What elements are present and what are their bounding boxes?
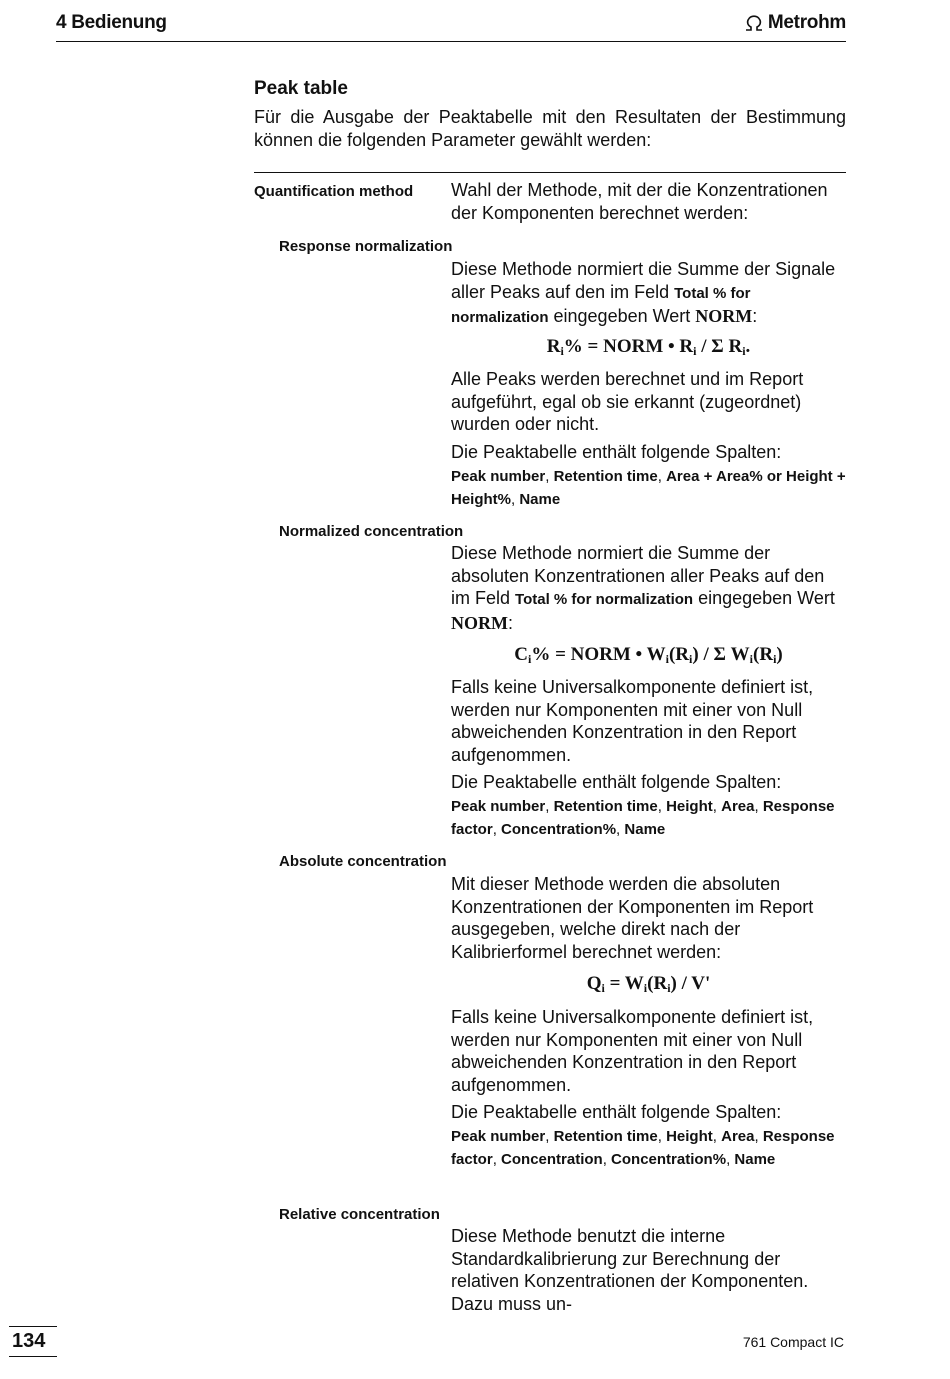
quantification-method-description: Wahl der Methode, mit der die Konzentrationen der Komponenten berechnet werden: (451, 180, 828, 223)
column-name: Retention time (553, 798, 658, 815)
absolute-concentration-label: Absolute concentration (279, 853, 447, 870)
column-name: Response factor (451, 798, 835, 838)
column-name: Height (666, 1128, 713, 1145)
normalized-concentration-description: Diese Methode normiert die Summe der absoluten Konzentrationen aller Peaks auf den im Feld Total % for normalization eingegeben Wert NORM: (451, 543, 835, 633)
column-name: Response factor (451, 1128, 835, 1168)
field-reference: Total % for normalization (451, 284, 751, 326)
absolute-concentration-columns: Peak number, Retention time, Height, Area, Response factor, Concentration, Concentration%, Name (451, 1128, 835, 1168)
column-name: Concentration% (501, 821, 617, 838)
column-name: Concentration (501, 1151, 603, 1168)
absolute-concentration-description: Mit dieser Methode werden die absoluten Konzentrationen der Komponenten im Report ausgegeben, welche direkt nach der Kalibrierformel berechnet werden: (451, 874, 814, 962)
section-title: Peak table (254, 78, 348, 99)
response-normalization-columns: Peak number, Retention time, Area + Area% or Height + Height%, Name (451, 468, 846, 508)
normalized-concentration-columns: Peak number, Retention time, Height, Area, Response factor, Concentration%, Name (451, 798, 835, 838)
column-name: Concentration% (611, 1151, 727, 1168)
norm-symbol: NORM (695, 306, 753, 326)
column-name: Peak number (451, 1128, 546, 1145)
section-divider (254, 172, 846, 173)
brand-logo (743, 12, 846, 34)
column-name: Name (624, 821, 666, 838)
header-rule (56, 41, 846, 42)
product-name: 761 Compact IC (742, 1334, 844, 1350)
column-name: Peak number (451, 468, 546, 485)
page-number: 134 (12, 1330, 46, 1352)
column-name: Height (666, 798, 713, 815)
omega-logo-icon (743, 15, 765, 31)
normalized-concentration-formula: $C_i\%$ = NORM • $W_i(R_i)$ / Σ $W_i(R_i)$ (514, 644, 783, 666)
page-number-rule-bottom (9, 1356, 57, 1357)
field-reference: Total % for normalization (515, 591, 694, 608)
absolute-concentration-text: Falls keine Universalkomponente definiert ist, werden nur Komponenten mit einer von Null abweichenden Konzentration in den Report aufgenommen. (451, 1007, 814, 1095)
response-normalization-formula: $R_i\%$ = NORM • $R_i$ / Σ $R_i$. (546, 336, 751, 358)
column-name: Retention time (553, 1128, 658, 1145)
column-name: Name (734, 1151, 776, 1168)
normalized-concentration-columns-intro: Die Peaktabelle enthält folgende Spalten: (451, 772, 782, 792)
column-name: Peak number (451, 798, 546, 815)
column-name: Name (519, 491, 561, 508)
response-normalization-columns-intro: Die Peaktabelle enthält folgende Spalten: (451, 442, 782, 462)
normalized-concentration-text: Falls keine Universalkomponente definiert ist, werden nur Komponenten mit einer von Null abweichenden Konzentration in den Report aufgenommen. (451, 677, 814, 765)
page-number-rule-top (9, 1326, 57, 1327)
response-normalization-label: Response normalization (279, 238, 453, 255)
column-name: Retention time (553, 468, 658, 485)
relative-concentration-label: Relative concentration (279, 1206, 440, 1223)
relative-concentration-description: Diese Methode benutzt die interne Standardkalibrierung zur Berechnung der relativen Konzentrationen der Komponenten. Dazu muss un- (451, 1226, 809, 1314)
response-normalization-description: Diese Methode normiert die Summe der Signale aller Peaks auf den im Feld Total % for normalization eingegeben Wert NORM: (451, 259, 836, 326)
column-name: Area (721, 798, 755, 815)
column-name: Area + Area% or Height + Height% (451, 468, 846, 508)
chapter-heading: 4 Bedienung (56, 12, 167, 33)
absolute-concentration-columns-intro: Die Peaktabelle enthält folgende Spalten: (451, 1102, 782, 1122)
absolute-concentration-formula: $Q_i = W_i(R_i) / V'$ (586, 973, 711, 995)
normalized-concentration-label: Normalized concentration (279, 523, 464, 540)
column-name: Area (721, 1128, 755, 1145)
section-intro: Für die Ausgabe der Peaktabelle mit den Resultaten der Bestimmung können die folgenden Parameter gewählt werden: (254, 107, 846, 150)
brand-name: Metrohm (767, 12, 846, 33)
quantification-method-label: Quantification method (254, 183, 414, 200)
response-normalization-text: Alle Peaks werden berechnet und im Report aufgeführt, egal ob sie erkannt (zugeordnet) wurden oder nicht. (451, 369, 804, 434)
norm-symbol: NORM (451, 612, 508, 633)
